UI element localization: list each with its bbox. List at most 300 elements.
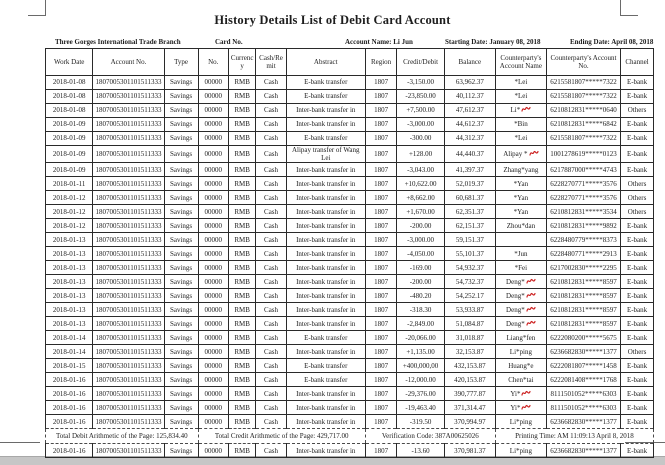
cell-credit-debit: -200.00 [397, 219, 444, 233]
cell-balance: 51,084.87 [444, 317, 495, 331]
cell-type: Savings [164, 191, 198, 205]
table-row [46, 373, 654, 387]
cell-cp-account-name: Zhou*dan [495, 219, 546, 233]
cell-channel: E-bank [621, 233, 654, 247]
cell-type: Savings [164, 289, 198, 303]
cell-region: 1807 [365, 359, 397, 373]
col-header-cp-account-no: Counterparty's Account No. [546, 49, 620, 76]
cell-channel: E-bank [621, 76, 654, 90]
cell-cp-account-name: Liang*fen [495, 331, 546, 345]
cell-region: 1807 [365, 177, 397, 191]
cell-type: Savings [164, 415, 198, 429]
cell-account-no: 1807005301101511333 [93, 303, 164, 317]
cell-region: 1807 [365, 191, 397, 205]
cell-region: 1807 [365, 331, 397, 345]
cell-region: 1807 [365, 275, 397, 289]
cell-credit-debit: +1,670.00 [397, 205, 444, 219]
cell-type: Savings [164, 104, 198, 118]
cell-credit-debit: +400,000,00 [397, 359, 444, 373]
cell-work-date: 2018-01-08 [46, 90, 93, 104]
cell-currency: RMB [228, 317, 255, 331]
cell-cash-remit: Cash [256, 275, 286, 289]
cell-balance: 420,153.87 [444, 373, 495, 387]
cell-channel: E-bank [621, 289, 654, 303]
cell-credit-debit: -319.50 [397, 415, 444, 429]
cell-balance: 47,612.37 [444, 104, 495, 118]
cell-channel: E-bank [621, 317, 654, 331]
total-debit: Total Debit Arithmetic of the Page: 125,834.40 [46, 429, 199, 444]
cell-currency: RMB [228, 219, 255, 233]
cell-currency: RMB [228, 444, 255, 458]
cell-abstract: E-bank transfer [286, 90, 365, 104]
col-header-balance: Balance [444, 49, 495, 76]
table-row [46, 104, 654, 118]
cell-account-no: 1807005301101511333 [93, 373, 164, 387]
cell-work-date: 2018-01-11 [46, 177, 93, 191]
cell-region: 1807 [365, 118, 397, 132]
cell-no: 00000 [198, 219, 228, 233]
cell-channel: Others [621, 177, 654, 191]
cell-currency: RMB [228, 303, 255, 317]
cell-account-no: 1807005301101511333 [93, 317, 164, 331]
cell-cp-account-name: Li*ping [495, 444, 546, 458]
cell-currency: RMB [228, 163, 255, 177]
cell-account-no: 1807005301101511333 [93, 163, 164, 177]
crop-mark-bottom-left [0, 442, 40, 443]
col-header-work-date: Work Date [46, 49, 93, 76]
cell-type: Savings [164, 247, 198, 261]
table-row [46, 401, 654, 415]
cell-region: 1807 [365, 146, 397, 163]
table-row [46, 247, 654, 261]
cell-credit-debit: -12,000.00 [397, 373, 444, 387]
cell-credit-debit: -169.00 [397, 261, 444, 275]
branch-name: Three Gorges International Trade Branch [55, 38, 181, 46]
cell-balance: 53,933.87 [444, 303, 495, 317]
cell-abstract: Inter-bank transfer in [286, 247, 365, 261]
cell-channel: E-bank [621, 146, 654, 163]
cell-abstract: Inter-bank transfer in [286, 444, 365, 458]
cell-work-date: 2018-01-16 [46, 444, 93, 458]
verification-code: Verification Code: 387A00625026 [365, 429, 495, 444]
cell-cp-account-name: Huang*e [495, 359, 546, 373]
cell-balance: 59,151.37 [444, 233, 495, 247]
table-row [46, 177, 654, 191]
cell-type: Savings [164, 401, 198, 415]
cell-region: 1807 [365, 345, 397, 359]
cell-work-date: 2018-01-16 [46, 373, 93, 387]
cell-cash-remit: Cash [256, 359, 286, 373]
cell-no: 00000 [198, 177, 228, 191]
cell-cp-account-name: Alipay * [495, 146, 546, 163]
cell-channel: E-bank [621, 303, 654, 317]
cell-region: 1807 [365, 104, 397, 118]
cell-cp-account-no: 8111501052*****6303 [546, 387, 620, 401]
cell-no: 00000 [198, 205, 228, 219]
cell-cash-remit: Cash [256, 90, 286, 104]
cell-no: 00000 [198, 146, 228, 163]
red-annotation-mark [526, 305, 536, 315]
cell-account-no: 1807005301101511333 [93, 191, 164, 205]
cell-cp-account-no: 6217887000*****4743 [546, 163, 620, 177]
cell-cp-account-name: *Lei [495, 76, 546, 90]
cell-account-no: 1807005301101511333 [93, 104, 164, 118]
col-header-region: Region [365, 49, 397, 76]
cell-region: 1807 [365, 233, 397, 247]
cell-credit-debit: -318.30 [397, 303, 444, 317]
cell-balance: 390,777.87 [444, 387, 495, 401]
cell-balance: 371,314.47 [444, 401, 495, 415]
cell-region: 1807 [365, 317, 397, 331]
cell-balance: 31,018.87 [444, 331, 495, 345]
cell-cp-account-no: 6210812831*****6842 [546, 118, 620, 132]
cell-cp-account-name: *Fei [495, 261, 546, 275]
cell-account-no: 1807005301101511333 [93, 345, 164, 359]
col-header-type: Type [164, 49, 198, 76]
cell-channel: E-bank [621, 444, 654, 458]
cell-no: 00000 [198, 191, 228, 205]
starting-date: Starting Date: January 08, 2018 [445, 38, 541, 46]
cell-account-no: 1807005301101511333 [93, 233, 164, 247]
cell-currency: RMB [228, 387, 255, 401]
cell-account-no: 1807005301101511333 [93, 401, 164, 415]
table-row [46, 163, 654, 177]
cell-balance: 55,101.37 [444, 247, 495, 261]
cell-account-no: 1807005301101511333 [93, 118, 164, 132]
cell-currency: RMB [228, 289, 255, 303]
cell-work-date: 2018-01-09 [46, 146, 93, 163]
cell-currency: RMB [228, 146, 255, 163]
cell-cp-account-name: Zhang*yang [495, 163, 546, 177]
cell-abstract: Inter-bank transfer in [286, 233, 365, 247]
page-totals-row [46, 429, 654, 444]
cell-work-date: 2018-01-09 [46, 118, 93, 132]
cell-credit-debit: -480.20 [397, 289, 444, 303]
cell-account-no: 1807005301101511333 [93, 132, 164, 146]
col-header-cp-account-name: Counterparty's Account Name [495, 49, 546, 76]
cell-no: 00000 [198, 401, 228, 415]
red-annotation-mark [521, 403, 531, 413]
cell-no: 00000 [198, 233, 228, 247]
cell-cp-account-name: Yi* [495, 387, 546, 401]
cell-cp-account-no: 6228270771*****3576 [546, 191, 620, 205]
cell-account-no: 1807005301101511333 [93, 289, 164, 303]
cell-work-date: 2018-01-16 [46, 401, 93, 415]
cell-no: 00000 [198, 303, 228, 317]
cell-channel: E-bank [621, 163, 654, 177]
cell-cp-account-name: *Yan [495, 205, 546, 219]
cell-balance: 54,732.37 [444, 275, 495, 289]
table-body [46, 76, 654, 458]
cell-abstract: Inter-bank transfer in [286, 163, 365, 177]
cell-cash-remit: Cash [256, 444, 286, 458]
cell-channel: Others [621, 345, 654, 359]
cell-balance: 54,252.17 [444, 289, 495, 303]
cell-currency: RMB [228, 104, 255, 118]
cell-type: Savings [164, 331, 198, 345]
ending-date: Ending Date: April 08, 2018 [570, 38, 654, 46]
cell-currency: RMB [228, 247, 255, 261]
cell-cp-account-name: *Bin [495, 118, 546, 132]
cell-work-date: 2018-01-13 [46, 317, 93, 331]
red-annotation-mark [529, 149, 539, 159]
cell-abstract: Inter-bank transfer in [286, 415, 365, 429]
cell-no: 00000 [198, 132, 228, 146]
cell-credit-debit: -2,849.00 [397, 317, 444, 331]
col-header-no: No. [198, 49, 228, 76]
cell-type: Savings [164, 76, 198, 90]
cell-credit-debit: -20,066.00 [397, 331, 444, 345]
cell-work-date: 2018-01-13 [46, 303, 93, 317]
cell-abstract: Inter-bank transfer in [286, 104, 365, 118]
cell-cash-remit: Cash [256, 401, 286, 415]
table-row [46, 415, 654, 429]
cell-cp-account-no: 6222080200*****5675 [546, 331, 620, 345]
cell-balance: 370,981.37 [444, 444, 495, 458]
cell-channel: E-bank [621, 132, 654, 146]
table-row [46, 205, 654, 219]
cell-cp-account-no: 6236682830*****1377 [546, 444, 620, 458]
cell-cash-remit: Cash [256, 289, 286, 303]
cell-currency: RMB [228, 76, 255, 90]
cell-region: 1807 [365, 219, 397, 233]
cell-no: 00000 [198, 163, 228, 177]
cell-abstract: Inter-bank transfer in [286, 401, 365, 415]
cell-type: Savings [164, 146, 198, 163]
cell-no: 00000 [198, 118, 228, 132]
red-annotation-mark [526, 277, 536, 287]
cell-currency: RMB [228, 132, 255, 146]
table-row [46, 118, 654, 132]
cell-account-no: 1807005301101511333 [93, 387, 164, 401]
col-header-credit-debit: Credit/Debit [397, 49, 444, 76]
table-row [46, 444, 654, 458]
cell-abstract: E-bank transfer [286, 359, 365, 373]
cell-balance: 44,440.37 [444, 146, 495, 163]
cell-cp-account-name: Deng* [495, 317, 546, 331]
cell-work-date: 2018-01-08 [46, 76, 93, 90]
cell-work-date: 2018-01-13 [46, 289, 93, 303]
cell-account-no: 1807005301101511333 [93, 359, 164, 373]
cell-cp-account-no: 6210812831*****3534 [546, 205, 620, 219]
col-header-abstract: Abstract [286, 49, 365, 76]
transactions-table [45, 48, 654, 458]
cell-channel: E-bank [621, 118, 654, 132]
red-annotation-mark [521, 389, 531, 399]
cell-type: Savings [164, 373, 198, 387]
col-header-channel: Channel [621, 49, 654, 76]
cell-region: 1807 [365, 247, 397, 261]
cell-channel: E-bank [621, 261, 654, 275]
cell-cp-account-no: 6215581807*****7322 [546, 76, 620, 90]
cell-abstract: E-bank transfer [286, 373, 365, 387]
cell-abstract: Inter-bank transfer in [286, 177, 365, 191]
cell-cash-remit: Cash [256, 177, 286, 191]
cell-no: 00000 [198, 104, 228, 118]
cell-work-date: 2018-01-13 [46, 261, 93, 275]
cell-cp-account-no: 6222081408*****1768 [546, 373, 620, 387]
table-row [46, 289, 654, 303]
cell-cash-remit: Cash [256, 233, 286, 247]
cell-type: Savings [164, 205, 198, 219]
cell-credit-debit: -3,000.00 [397, 233, 444, 247]
cell-type: Savings [164, 345, 198, 359]
table-row [46, 359, 654, 373]
cell-currency: RMB [228, 359, 255, 373]
cell-channel: E-bank [621, 219, 654, 233]
account-name: Account Name: Li Jun [345, 38, 413, 46]
cell-cp-account-name: Li*ping [495, 415, 546, 429]
cell-region: 1807 [365, 444, 397, 458]
cell-abstract: Inter-bank transfer in [286, 289, 365, 303]
table-row [46, 76, 654, 90]
cell-cp-account-no: 6210812831*****8597 [546, 303, 620, 317]
cell-account-no: 1807005301101511333 [93, 275, 164, 289]
cell-channel: E-bank [621, 415, 654, 429]
cell-work-date: 2018-01-13 [46, 275, 93, 289]
cell-account-no: 1807005301101511333 [93, 177, 164, 191]
cell-region: 1807 [365, 90, 397, 104]
cell-abstract: Inter-bank transfer in [286, 317, 365, 331]
cell-credit-debit: +7,500.00 [397, 104, 444, 118]
cell-cp-account-no: 6222081807*****1458 [546, 359, 620, 373]
cell-cash-remit: Cash [256, 163, 286, 177]
cell-no: 00000 [198, 331, 228, 345]
printing-time: Printing Time: AM 11:09:13 April 8, 2018 [495, 429, 653, 444]
cell-work-date: 2018-01-14 [46, 345, 93, 359]
cell-cash-remit: Cash [256, 345, 286, 359]
cell-abstract: Inter-bank transfer in [286, 205, 365, 219]
cell-cp-account-name: Deng* [495, 275, 546, 289]
cell-currency: RMB [228, 233, 255, 247]
cell-channel: E-bank [621, 331, 654, 345]
cell-channel: E-bank [621, 373, 654, 387]
cell-region: 1807 [365, 401, 397, 415]
cell-abstract: E-bank transfer [286, 76, 365, 90]
cell-account-no: 1807005301101511333 [93, 247, 164, 261]
cell-cp-account-no: 6215581807*****7322 [546, 132, 620, 146]
cell-cp-account-name [495, 233, 546, 247]
table-row [46, 317, 654, 331]
cell-abstract: Inter-bank transfer in [286, 303, 365, 317]
cell-region: 1807 [365, 373, 397, 387]
table-row [46, 261, 654, 275]
cell-abstract: Alipay transfer of Wang Lei [286, 146, 365, 163]
cell-cp-account-name: Li* [495, 104, 546, 118]
col-header-currency: Currency [228, 49, 255, 76]
cell-work-date: 2018-01-09 [46, 132, 93, 146]
cell-region: 1807 [365, 76, 397, 90]
cell-credit-debit: +10,622.00 [397, 177, 444, 191]
cell-cash-remit: Cash [256, 191, 286, 205]
cell-abstract: Inter-bank transfer in [286, 387, 365, 401]
cell-abstract: Inter-bank transfer in [286, 191, 365, 205]
cell-cp-account-no: 1001278619*****0123 [546, 146, 620, 163]
cell-channel: Others [621, 191, 654, 205]
table-header [46, 49, 654, 76]
cell-cp-account-name: Deng* [495, 289, 546, 303]
cell-cp-account-no: 8111501052*****6303 [546, 401, 620, 415]
cell-type: Savings [164, 359, 198, 373]
cell-cp-account-no: 6210812831*****9892 [546, 219, 620, 233]
cell-no: 00000 [198, 373, 228, 387]
cell-region: 1807 [365, 261, 397, 275]
cell-type: Savings [164, 177, 198, 191]
cell-channel: Others [621, 205, 654, 219]
cell-cash-remit: Cash [256, 317, 286, 331]
cell-balance: 40,112.37 [444, 90, 495, 104]
table-row [46, 303, 654, 317]
cell-type: Savings [164, 303, 198, 317]
cell-no: 00000 [198, 261, 228, 275]
cell-channel: E-bank [621, 387, 654, 401]
cell-type: Savings [164, 118, 198, 132]
cell-cp-account-name: Yi* [495, 401, 546, 415]
cell-type: Savings [164, 233, 198, 247]
cell-cp-account-name: *Yan [495, 177, 546, 191]
cell-balance: 432,153.87 [444, 359, 495, 373]
cell-type: Savings [164, 132, 198, 146]
cell-balance: 41,397.37 [444, 163, 495, 177]
cell-credit-debit: -3,000.00 [397, 118, 444, 132]
cell-type: Savings [164, 444, 198, 458]
cell-cp-account-name: Deng* [495, 303, 546, 317]
cell-currency: RMB [228, 401, 255, 415]
table-row [46, 233, 654, 247]
table-row [46, 146, 654, 163]
cell-currency: RMB [228, 90, 255, 104]
cell-cp-account-name: *Lei [495, 132, 546, 146]
card-no-label: Card No. [215, 38, 243, 46]
table-row [46, 345, 654, 359]
cell-cp-account-no: 6210812831*****8597 [546, 317, 620, 331]
cell-no: 00000 [198, 317, 228, 331]
cell-abstract: Inter-bank transfer in [286, 219, 365, 233]
cell-account-no: 1807005301101511333 [93, 76, 164, 90]
cell-cp-account-no: 6215581807*****7322 [546, 90, 620, 104]
cell-work-date: 2018-01-12 [46, 191, 93, 205]
cell-cp-account-no: 6236682830*****1377 [546, 345, 620, 359]
cell-type: Savings [164, 317, 198, 331]
table-row [46, 132, 654, 146]
cell-channel: E-bank [621, 275, 654, 289]
cell-currency: RMB [228, 205, 255, 219]
table-row [46, 275, 654, 289]
cell-cp-account-no: 6210812831*****8597 [546, 289, 620, 303]
cell-credit-debit: -3,150.00 [397, 76, 444, 90]
cell-work-date: 2018-01-12 [46, 205, 93, 219]
cell-balance: 62,351.37 [444, 205, 495, 219]
cell-cp-account-name: Li*ping [495, 345, 546, 359]
cell-credit-debit: +1,135.00 [397, 345, 444, 359]
cell-balance: 54,932.37 [444, 261, 495, 275]
page-title: History Details List of Debit Card Account [214, 13, 451, 27]
col-header-account-no: Account No. [93, 49, 164, 76]
cell-cp-account-name: *Yan [495, 191, 546, 205]
cell-work-date: 2018-01-13 [46, 233, 93, 247]
cell-work-date: 2018-01-12 [46, 219, 93, 233]
cell-work-date: 2018-01-09 [46, 163, 93, 177]
cell-credit-debit: -19,463.40 [397, 401, 444, 415]
cell-abstract: Inter-bank transfer in [286, 345, 365, 359]
cell-currency: RMB [228, 177, 255, 191]
cell-type: Savings [164, 275, 198, 289]
cell-credit-debit: -29,376.00 [397, 387, 444, 401]
cell-cash-remit: Cash [256, 247, 286, 261]
transactions-table-wrap [45, 48, 654, 458]
cell-account-no: 1807005301101511333 [93, 261, 164, 275]
cell-no: 00000 [198, 289, 228, 303]
